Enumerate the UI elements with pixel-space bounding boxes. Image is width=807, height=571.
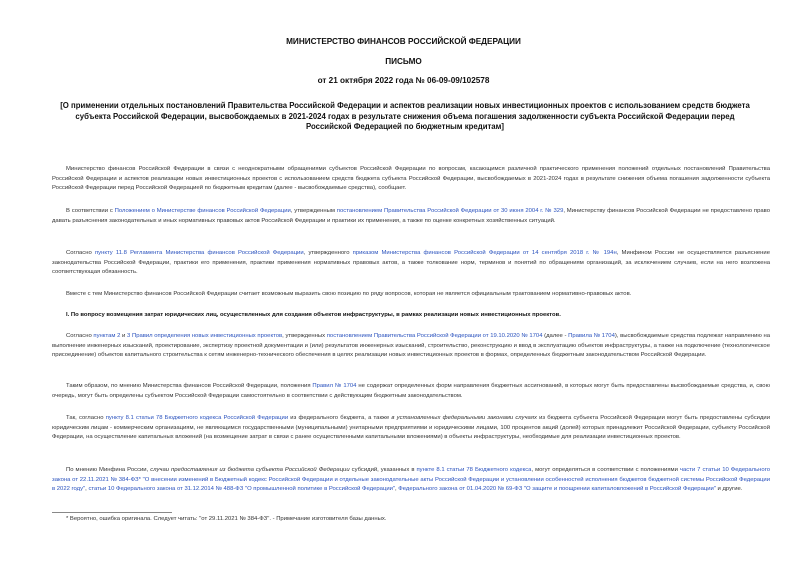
link-rules-1704-b[interactable]: Правил № 1704 xyxy=(312,383,357,389)
section-heading-1: I. По вопросу возмещения затрат юридических лиц, осуществленных для создания объектов инфраструктуры, в рамках реализации новых инвестиционных проектов. xyxy=(66,312,561,318)
link-points-2[interactable]: пунктам 2 xyxy=(93,333,121,339)
link-resolution-1704[interactable]: постановлением Правительства Российской Федерации от 19.10.2020 № 1704 xyxy=(326,333,543,339)
footnote: * Вероятно, ошибка оригинала. Следует читать: "от 29.11.2021 № 384-ФЗ". - Примечание изготовителя базы данных. xyxy=(66,516,387,522)
paragraph-intro: Министерство финансов Российской Федерации в связи с неоднократными обращениями субъектов Российской Федерации по вопросам, касающимся различной практического применения положений отдельных постановлений Правительства Российской Федерации и аспектов реализации новых инвестиционных проектов с использованием средств бюджета субъекта Российской Федерации, высвобождаемых в 2021-2024 годах в результате снижения объема погашения задолженности субъекта Российской Федерации перед Российской Федерацией по бюджетным кредитам (далее - высвобождаемые средства), сообщает. xyxy=(52,166,770,192)
document-subject: [О применении отдельных постановлений Правительства Российской Федерации и аспектов реализации новых инвестиционных проектов с использованием средств бюджета субъекта Российской Федерации, высвобождаемых в 2021-2024 годах в результате снижения объема погашения задолженности субъекта Российской Федерации перед Российской Федерацией по бюджетным кредитам] xyxy=(60,101,750,131)
link-resolution-329[interactable]: постановлением Правительства Российской Федерации от 30 июня 2004 г. № 329 xyxy=(336,208,564,214)
link-law-488fz[interactable]: статьи 10 Федерального закона от 31.12.2014 № 488-ФЗ "О промышленной политике в Российской Федерации" xyxy=(88,486,395,493)
link-rules-1704[interactable]: Правила № 1704 xyxy=(568,333,615,339)
document-date-number: от 21 октября 2022 года № 06-09-09/102578 xyxy=(317,76,490,85)
paragraph-reglament: Согласно пункту 11.8 Регламента Министерства финансов Российской Федерации, утвержденного приказом Министерства финансов Российской Федерации от 14 сентября 2018 г. № 194н, Минфином России не осуществляется разъяснение законодательства Российской Федерации, практики его применения, практики применения нормативных правовых актов, а также толкование норм, терминов и понятий по обращениям организаций, за исключением случаев, если на него возложена соответствующая обязанность. xyxy=(52,250,770,276)
link-art-78-budget-code[interactable]: пункте 8.1 статьи 78 Бюджетного кодекса xyxy=(416,467,532,473)
paragraph-position: Вместе с тем Министерство финансов Российской Федерации считает возможным выразить свою позицию по ряду вопросов, которая не является официальным трактованием нормативно-правовых актов. xyxy=(66,291,632,297)
paragraph-minfin-opinion: По мнению Минфина России, случаи предоставления из бюджета субъекта Российской Федерации субсидий, указанных в пункте 8.1 статьи 78 Бюджетного кодекса, могут определяться в соответствии с положениями части 7 статьи 10 Федерального закона от 22.11.2021 № 384-ФЗ* "О внесении изменений в Бюджетный кодекс Российской Федерации и отдельные законодательные акты Российской Федерации и установлении особенностей исполнения бюджетов бюджетной системы Российской Федерации в 2022 году", статьи 10 Федерального закона от 31.12.2014 № 488-ФЗ "О промышленной политике в Российской Федерации", Федерального закона от 01.04.2020 № 69-ФЗ "О защите и поощрении капиталовложений в Российской Федерации" и другие. xyxy=(52,467,771,493)
link-law-384fz[interactable]: части 7 статьи 10 Федерального закона от 22.11.2021 № 384-ФЗ* "О внесении изменений в Бюджетный кодекс Российской Федерации и отдельные законодательные акты Российской Федерации и установлении особенностей исполнения бюджетов бюджетной системы Российской Федерации в 2022 году" xyxy=(52,467,771,493)
document-type: ПИСЬМО xyxy=(385,57,422,66)
link-order-194n[interactable]: приказом Министерства финансов Российской Федерации от 14 сентября 2018 г. № 194н xyxy=(352,250,617,256)
link-regulation-ministry[interactable]: Положением о Министерстве финансов Российской Федерации xyxy=(114,208,291,214)
footnote-divider xyxy=(52,512,172,513)
link-rules-new-projects[interactable]: 3 Правил определения новых инвестиционных проектов xyxy=(127,333,283,339)
paragraph-budget-code: Так, согласно пункту 8.1 статьи 78 Бюджетного кодекса Российской Федерации из федерального бюджета, а также в установленных федеральными законами случаях из бюджета субъекта Российской Федерации могут быть предоставлены субсидии юридическим лицам - коммерческим организациям, не являющимся государственными (муниципальными) унитарными предприятиями и юридическими лицами, 100 процентов акций (долей) которых принадлежит Российской Федерации, субъекту Российской Федерации, на осуществление капитальных вложений (на возмещение затрат в связи с ранее осуществленными капитальными вложениями) в объекты инфраструктуры, необходимые для реализации инвестиционных проектов. xyxy=(52,415,770,441)
paragraph-competence: В соответствии с Положением о Министерстве финансов Российской Федерации, утвержденным постановлением Правительства Российской Федерации от 30 июня 2004 г. № 329, Министерству финансов Российской Федерации не предоставлено право давать разъяснения законодательных и иных нормативных правовых актов Российской Федерации и практики их применения, а также по оценке конкретных хозяйственных ситуаций. xyxy=(52,208,770,224)
link-art-78-p-8-1[interactable]: пункту 8.1 статьи 78 Бюджетного кодекса Российской Федерации xyxy=(105,415,289,421)
link-law-69fz[interactable]: Федерального закона от 01.04.2020 № 69-ФЗ "О защите и поощрении капиталовложений в Российской Федерации" xyxy=(398,486,716,493)
paragraph-conclusion: Таким образом, по мнению Министерства финансов Российской Федерации, положения Правил № 1704 не содержат определенных форм направления бюджетных ассигнований, в которых могут быть предоставлены высвобождаемые средства, и, свою очередь, могут быть определены субъектом Российской Федерации самостоятельно в соответствии с действующим бюджетным законодательством. xyxy=(52,383,770,399)
link-reglament-11-8[interactable]: пункту 11.8 Регламента Министерства финансов Российской Федерации xyxy=(94,250,304,256)
paragraph-rules-1704: Согласно пунктам 2 и 3 Правил определения новых инвестиционных проектов, утвержденных постановлением Правительства Российской Федерации от 19.10.2020 № 1704 (далее - Правила № 1704), высвобождаемые средства подлежат направлению на выполнение инженерных изысканий, проектирование, экспертизу проектной документации и (или) результатов инженерных изысканий, строительство, реконструкцию и ввод в эксплуатацию объектов инфраструктуры, а также на подключение (технологическое присоединение) объектов капитального строительства к сетям инженерно-технического обеспечения в целях реализации новых инвестиционных проектов в формах, определенных бюджетным законодательством Российской Федерации. xyxy=(52,333,771,359)
ministry-title: МИНИСТЕРСТВО ФИНАНСОВ РОССИЙСКОЙ ФЕДЕРАЦИИ xyxy=(286,37,521,46)
